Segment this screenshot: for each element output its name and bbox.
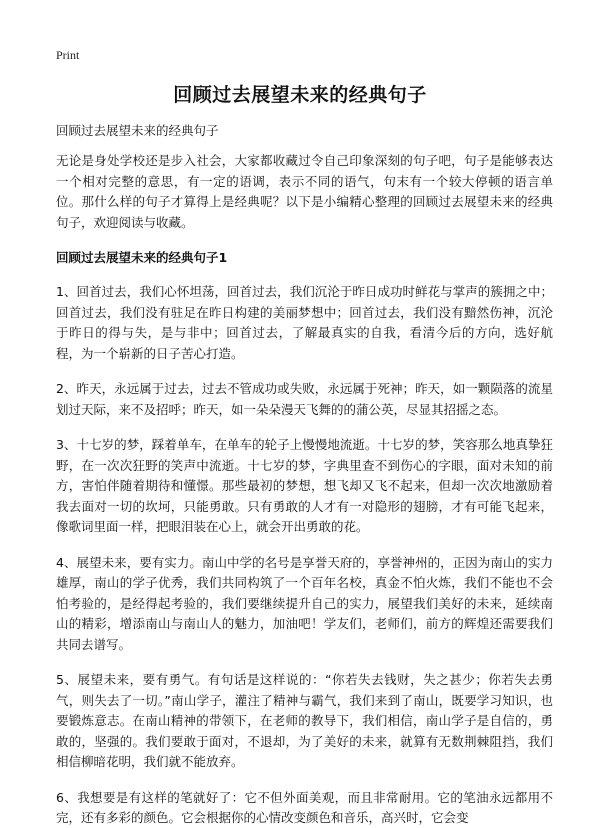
- page-subtitle: 回顾过去展望未来的经典句子: [56, 123, 219, 138]
- list-item: 4、展望未来，要有实力。南山中学的名号是享誉天府的，享誉神州的，正因为南山的实力雄厚，南山的学子优秀，我们共同构筑了一个百年名校，真金不怕火炼，我们不能也不会怕考验的，是经得起考验的，我们要继续提升自己的实力，展望我们美好的未来，延续南山的精彩，增添南山与南山人的魅力，加油吧！学友们，老师们，前方的辉煌还需要我们共同去谱写。: [56, 554, 553, 652]
- list-item: 5、展望未来，要有勇气。有句话是这样说的：“你若失去钱财，失之甚少；你若失去勇气，则失去了一切。”南山学子，灌注了精神与霸气，我们来到了南山，既要学习知识，也要锻炼意志。在南山精神的带领下，在老师的教导下，我们相信，南山学子是自信的，勇敢的，坚强的。我们要敢于面对，不退却，为了美好的未来，就算有无数荆棘阻挡，我们相信柳暗花明，我们就不能放弃。: [56, 672, 553, 769]
- article-body: [56, 151, 553, 828]
- list-item: 1、回首过去，我们心怀坦荡，回首过去，我们沉沦于昨日成功时鲜花与掌声的簇拥之中；回首过去，我们没有驻足在昨日构建的美丽梦想中；回首过去，我们没有黯然伤神，沉沦于昨日的得与失，是与非中；回首过去，了解最真实的自我，看清今后的方向，选好航程，为一个崭新的日子苦心打造。: [56, 284, 553, 361]
- section-heading: 回顾过去展望未来的经典句子1: [56, 250, 228, 265]
- print-link[interactable]: Print: [56, 48, 80, 62]
- page-title: 回顾过去展望未来的经典句子: [173, 84, 427, 106]
- list-item: 3、十七岁的梦，踩着单车，在单车的轮子上慢慢地流逝。十七岁的梦，笑容那么地真挚狂野，在一次次狂野的笑声中流逝。十七岁的梦，字典里查不到伤心的字眼，面对未知的前方，害怕伴随着期待和懂憬。那些最初的梦想，想飞却又飞不起来，但却一次次地激励着我去面对一切的坎坷，只能勇敢。只有勇敢的人才有一对隐形的翅膀，才有可能飞起来，像歌词里面一样，把眼泪装在心上，就会开出勇敢的花。: [56, 437, 553, 534]
- list-item: 6、我想要是有这样的笔就好了：它不但外面美观，而且非常耐用。它的笔油永远都用不完，还有多彩的颜色。它会根据你的心情改变颜色和音乐，高兴时，它会变: [56, 789, 553, 825]
- intro-paragraph: 无论是身处学校还是步入社会，大家都收藏过令自己印象深刻的句子吧，句子是能够表达一个相对完整的意思，有一定的语调，表示不同的语气，句末有一个较大停顿的语言单位。那什么样的句子才算得上是经典呢？以下是小编精心整理的回顾过去展望未来的经典句子，欢迎阅读与收藏。: [56, 153, 553, 230]
- list-item: 2、昨天，永远属于过去，过去不管成功或失败，永远属于死神；昨天，如一颗陨落的流星划过天际，来不及招呼；昨天，如一朵朵漫天飞舞的的蒲公英，尽显其招摇之态。: [56, 381, 553, 417]
